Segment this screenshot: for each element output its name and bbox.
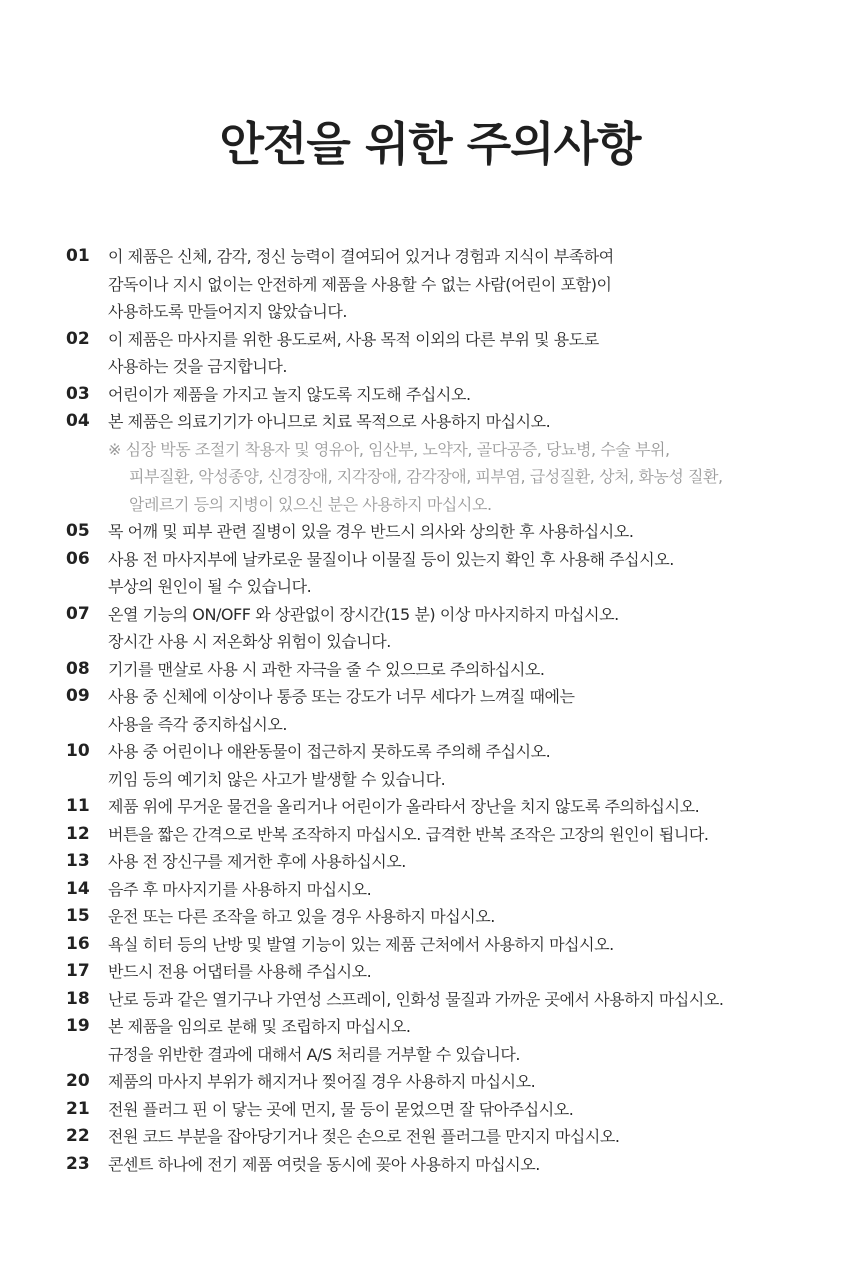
item-number: 01	[66, 246, 90, 266]
item-text-line: 운전 또는 다른 조작을 하고 있을 경우 사용하지 마십시오.	[108, 907, 495, 926]
item-text-line: 난로 등과 같은 열기구나 가연성 스프레이, 인화성 물질과 가까운 곳에서 사용하지 마십시오.	[108, 989, 724, 1009]
item-number: 09	[66, 686, 90, 706]
item-number: 06	[66, 548, 90, 569]
item-number: 18	[66, 988, 90, 1009]
item-number: 16	[66, 933, 90, 954]
item-text-line: 본 제품은 의료기기가 아니므로 치료 목적으로 사용하지 마십시오.	[108, 412, 551, 431]
precaution-item	[66, 821, 826, 849]
item-number: 04	[66, 411, 90, 431]
item-text	[108, 1123, 826, 1151]
item-number: 14	[66, 878, 90, 899]
item-text-line: 부상의 원인이 될 수 있습니다.	[108, 577, 312, 596]
item-number: 12	[66, 823, 90, 844]
item-text-line: 목 어깨 및 피부 관련 질병이 있을 경우 반드시 의사와 상의한 후 사용하십시오.	[108, 522, 634, 541]
item-number: 08	[66, 658, 90, 679]
precaution-item	[66, 518, 826, 546]
item-text-line: 기기를 맨살로 사용 시 과한 자극을 줄 수 있으므로 주의하십시오.	[108, 659, 545, 679]
precaution-item	[66, 326, 826, 381]
item-text	[108, 793, 826, 821]
item-text-line: 사용을 즉각 중지하십시오.	[108, 714, 287, 734]
item-text-line: 본 제품을 임의로 분해 및 조립하지 마십시오.	[108, 1017, 411, 1036]
item-text	[108, 958, 826, 986]
item-text	[108, 546, 826, 601]
precaution-item	[66, 683, 826, 738]
item-number: 21	[66, 1098, 90, 1119]
item-text-line: 이 제품은 신체, 감각, 정신 능력이 결여되어 있거나 경험과 지식이 부족하여	[108, 247, 614, 266]
precaution-item	[66, 903, 826, 931]
item-number: 17	[66, 961, 90, 981]
item-text-line: 욕실 히터 등의 난방 및 발열 기능이 있는 제품 근처에서 사용하지 마십시오.	[108, 934, 614, 954]
item-text	[108, 326, 826, 381]
item-number: 19	[66, 1016, 90, 1036]
item-text	[108, 848, 826, 876]
item-text	[108, 931, 826, 959]
precaution-item	[66, 793, 826, 821]
item-text	[108, 656, 826, 684]
precaution-item	[66, 958, 826, 986]
precaution-item	[66, 243, 826, 326]
precaution-item	[66, 1068, 826, 1096]
item-number: 07	[66, 603, 90, 624]
item-number: 13	[66, 851, 90, 871]
item-text-line: 제품 위에 무거운 물건을 올리거나 어린이가 올라타서 장난을 치지 않도록 주의하십시오.	[108, 797, 700, 816]
page-title: 안전을 위한 주의사항	[219, 117, 641, 171]
item-text-line: 콘센트 하나에 전기 제품 여럿을 동시에 꽂아 사용하지 마십시오.	[108, 1154, 540, 1174]
item-text-line: 이 제품은 마사지를 위한 용도로써, 사용 목적 이외의 다른 부위 및 용도로	[108, 329, 599, 349]
item-text	[108, 821, 826, 849]
item-number: 22	[66, 1126, 90, 1146]
precaution-item	[66, 601, 826, 656]
item-text	[108, 601, 826, 656]
item-number: 05	[66, 521, 90, 541]
item-text-line: 장시간 사용 시 저온화상 위험이 있습니다.	[108, 632, 391, 651]
precaution-item	[66, 931, 826, 959]
item-text-line: 버튼을 짧은 간격으로 반복 조작하지 마십시오. 급격한 반복 조작은 고장의 원인이 됩니다.	[108, 824, 709, 844]
item-text-line: 사용 전 마사지부에 날카로운 물질이나 이물질 등이 있는지 확인 후 사용해 주십시오.	[108, 549, 674, 569]
note-text-line: ※ 심장 박동 조절기 착용자 및 영유아, 임산부, 노약자, 골다공증, 당뇨병, 수술 부위,	[108, 439, 670, 459]
item-text	[108, 986, 826, 1014]
item-text-line: 감독이나 지시 없이는 안전하게 제품을 사용할 수 없는 사람(어린이 포함)이	[108, 274, 612, 294]
item-text-line: 사용하는 것을 금지합니다.	[108, 357, 287, 376]
item-text-line: 끼임 등의 예기치 않은 사고가 발생할 수 있습니다.	[108, 769, 446, 789]
item-text-line: 사용 전 장신구를 제거한 후에 사용하십시오.	[108, 852, 406, 871]
item-number: 20	[66, 1071, 90, 1091]
precaution-item	[66, 381, 826, 409]
precaution-item	[66, 656, 826, 684]
item-note	[108, 436, 826, 519]
item-text	[108, 1096, 826, 1124]
precaution-item	[66, 986, 826, 1014]
precaution-item	[66, 1096, 826, 1124]
precaution-item	[66, 546, 826, 601]
item-text-line: 어린이가 제품을 가지고 놀지 않도록 지도해 주십시오.	[108, 384, 471, 404]
item-number: 23	[66, 1153, 90, 1174]
item-text	[108, 1013, 826, 1068]
item-text-line: 전원 코드 부분을 잡아당기거나 젖은 손으로 전원 플러그를 만지지 마십시오.	[108, 1127, 620, 1146]
item-text	[108, 1151, 826, 1179]
item-text-line: 전원 플러그 핀 이 닿는 곳에 먼지, 물 등이 묻었으면 잘 닦아주십시오.	[108, 1099, 574, 1119]
item-text-line: 제품의 마사지 부위가 해지거나 찢어질 경우 사용하지 마십시오.	[108, 1072, 536, 1091]
precaution-item	[66, 738, 826, 793]
item-text-line: 반드시 전용 어댑터를 사용해 주십시오.	[108, 962, 372, 981]
item-text	[108, 381, 826, 409]
item-text-line: 온열 기능의 ON/OFF 와 상관없이 장시간(15 분) 이상 마사지하지 마십시오.	[108, 604, 619, 624]
item-number: 03	[66, 383, 90, 404]
item-text	[108, 518, 826, 546]
item-text	[108, 683, 826, 738]
precaution-item	[66, 408, 826, 518]
precaution-item	[66, 1123, 826, 1151]
item-text-line: 규정을 위반한 결과에 대해서 A/S 처리를 거부할 수 있습니다.	[108, 1044, 521, 1064]
item-number: 11	[66, 796, 90, 816]
item-number: 15	[66, 906, 90, 926]
precaution-item	[66, 876, 826, 904]
item-text-line: 사용하도록 만들어지지 않았습니다.	[108, 302, 347, 321]
precaution-item	[66, 848, 826, 876]
item-text	[108, 876, 826, 904]
precaution-item	[66, 1013, 826, 1068]
precautions-list	[66, 243, 826, 1178]
precaution-item	[66, 1151, 826, 1179]
item-text	[108, 243, 826, 326]
item-text	[108, 408, 826, 518]
item-number: 02	[66, 328, 90, 349]
item-text-line: 사용 중 신체에 이상이나 통증 또는 강도가 너무 세다가 느껴질 때에는	[108, 687, 575, 706]
item-text	[108, 903, 826, 931]
item-text	[108, 1068, 826, 1096]
item-number: 10	[66, 741, 90, 761]
item-text-line: 사용 중 어린이나 애완동물이 접근하지 못하도록 주의해 주십시오.	[108, 742, 551, 761]
item-text-line: 음주 후 마사지기를 사용하지 마십시오.	[108, 879, 372, 899]
item-text	[108, 738, 826, 793]
note-text-line: 알레르기 등의 지병이 있으신 분은 사용하지 마십시오.	[129, 494, 492, 514]
note-text-line: 피부질환, 악성종양, 신경장애, 지각장애, 감각장애, 피부염, 급성질환, 상처, 화농성 질환,	[129, 467, 723, 486]
